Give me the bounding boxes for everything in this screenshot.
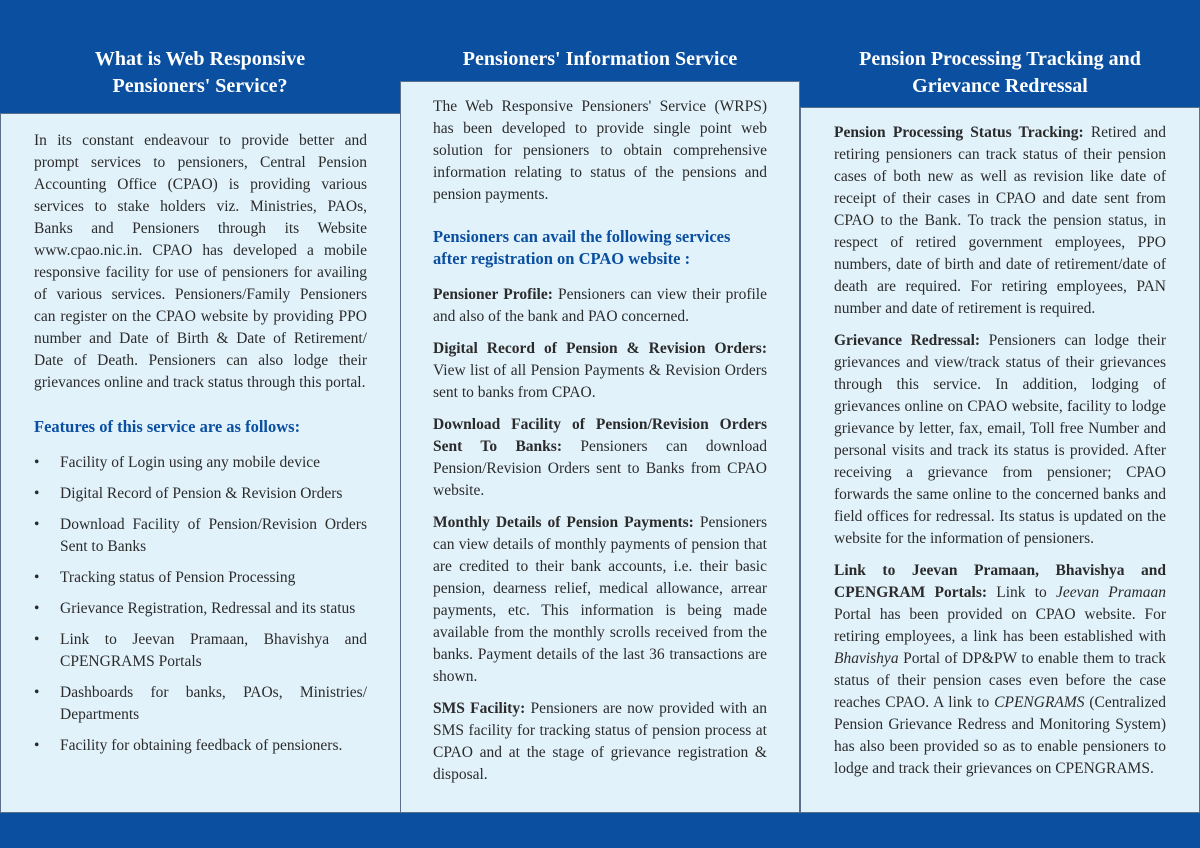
grievance-text: Pensioners can lodge their grievances and view/track status of their grievances through this service. In addition, lodging of grievances online on CPAO website, facility to lodge grievance by letter, fax, email, Toll free Number and personal visits and track its status is provided. After receiving a grievance from pensioner; CPAO forwards the same online to the concerned banks and field offices for redressal. Its status is updated on the website for the information of pensioners.	[834, 332, 1166, 547]
intro-paragraph: The Web Responsive Pensioners' Service (WRPS) has been developed to provide single point web solution for pensioners to obtain comprehensive information relating to status of the pensions and pension payments.	[433, 98, 767, 203]
links-title: Link to Jeevan Pramaan, Bhavishya and CPENGRAM Portals:	[834, 562, 1166, 601]
list-item: • Grievance Registration, Redressal and its status	[34, 598, 367, 620]
services-heading: Pensioners can avail the following services after registration on CPAO website :	[433, 227, 731, 268]
service-text: Pensioners can view details of monthly payments of pension that are credited to their bank accounts, i.e. their basic pension, dearness relief, medical allowance, arrear payments, etc. This information is being made available from the monthly scrolls received from the banks. Payment details of the last 36 transactions are shown.	[433, 514, 767, 685]
jeevan-pramaan-name: Jeevan Pramaan	[1056, 584, 1166, 601]
list-item: • Digital Record of Pension & Revision Orders	[34, 483, 367, 505]
middle-panel	[400, 81, 800, 813]
grievance-title: Grievance Redressal:	[834, 332, 981, 349]
links-text: Link to	[987, 584, 1057, 601]
list-item: • Dashboards for banks, PAOs, Ministries/ Departments	[34, 682, 367, 726]
left-panel	[0, 113, 401, 813]
features-heading: Features of this service are as follows:	[34, 417, 301, 436]
service-text: Pensioners can download Pension/Revision Orders sent to Banks from CPAO website.	[433, 438, 767, 499]
tracking-paragraph	[834, 122, 1166, 320]
list-item: • Facility for obtaining feedback of pensioners.	[34, 735, 367, 757]
service-digital-record	[433, 338, 767, 404]
left-column-title: What is Web Responsive Pensioners' Service?	[94, 48, 306, 97]
service-title: SMS Facility:	[433, 700, 526, 717]
service-text: Pensioners are now provided with an SMS facility for tracking status of pension process at CPAO and at the stage of grievance registration & disposal.	[433, 700, 767, 783]
service-monthly-details	[433, 512, 767, 688]
links-paragraph	[834, 560, 1166, 780]
features-list	[34, 452, 367, 757]
list-item: • Tracking status of Pension Processing	[34, 567, 367, 589]
service-title: Monthly Details of Pension Payments:	[433, 514, 694, 531]
middle-column-title: Pensioners' Information Service	[462, 48, 738, 70]
links-text: Portal of DP&PW to enable them to track status of their pension cases even before the case reaches CPAO. A link to	[834, 650, 1166, 711]
service-pensioner-profile	[433, 284, 767, 328]
service-text: View list of all Pension Payments & Revision Orders sent to banks from CPAO.	[433, 362, 767, 401]
service-sms-facility	[433, 698, 767, 786]
service-download-facility	[433, 414, 767, 502]
right-panel	[800, 107, 1200, 813]
list-item: • Link to Jeevan Pramaan, Bhavishya and CPENGRAMS Portals	[34, 629, 367, 673]
cpengrams-name: CPENGRAMS	[994, 694, 1085, 711]
list-item: • Facility of Login using any mobile device	[34, 452, 367, 474]
links-text: (Centralized Pension Grievance Redress and Monitoring System) has also been provided so as to enable pensioners to lodge and track their grievances on CPENGRAMS.	[834, 694, 1166, 777]
intro-paragraph: In its constant endeavour to provide better and prompt services to pensioners, Central Pension Accounting Office (CPAO) is providing various services to stake holders viz. Ministries, PAOs, Banks and Pensioners through its Website www.cpao.nic.in. CPAO has developed a mobile responsive facility for use of pensioners for availing of various services. Pensioners/Family Pensioners can register on the CPAO website by providing PPO number and Date of Birth & Date of Retirement/ Date of Death. Pensioners can also lodge their grievances online and track status through this portal.	[34, 132, 367, 391]
service-title: Download Facility of Pension/Revision Orders Sent To Banks:	[433, 416, 767, 455]
right-column-title: Pension Processing Tracking and Grievance Redressal	[859, 48, 1141, 97]
service-title: Digital Record of Pension & Revision Orders:	[433, 340, 767, 357]
grievance-paragraph	[834, 330, 1166, 550]
list-item: • Download Facility of Pension/Revision Orders Sent to Banks	[34, 514, 367, 558]
service-text: Pensioners can view their profile and also of the bank and PAO concerned.	[433, 286, 767, 325]
bhavishya-name: Bhavishya	[834, 650, 899, 667]
bottom-bar	[0, 813, 1200, 848]
service-title: Pensioner Profile:	[433, 286, 553, 303]
links-text: Portal has been provided on CPAO website. For retiring employees, a link has been established with	[834, 606, 1166, 645]
tracking-text: Retired and retiring pensioners can track status of their pension cases of both new as well as revision like date of receipt of their cases in CPAO and date sent from CPAO to the Bank. To track the pension status, in respect of retired government employees, PPO numbers, date of birth and date of retirement/date of death are required. For retiring employees, PAN number and date of retirement is required.	[834, 124, 1166, 317]
tracking-title: Pension Processing Status Tracking:	[834, 124, 1084, 141]
